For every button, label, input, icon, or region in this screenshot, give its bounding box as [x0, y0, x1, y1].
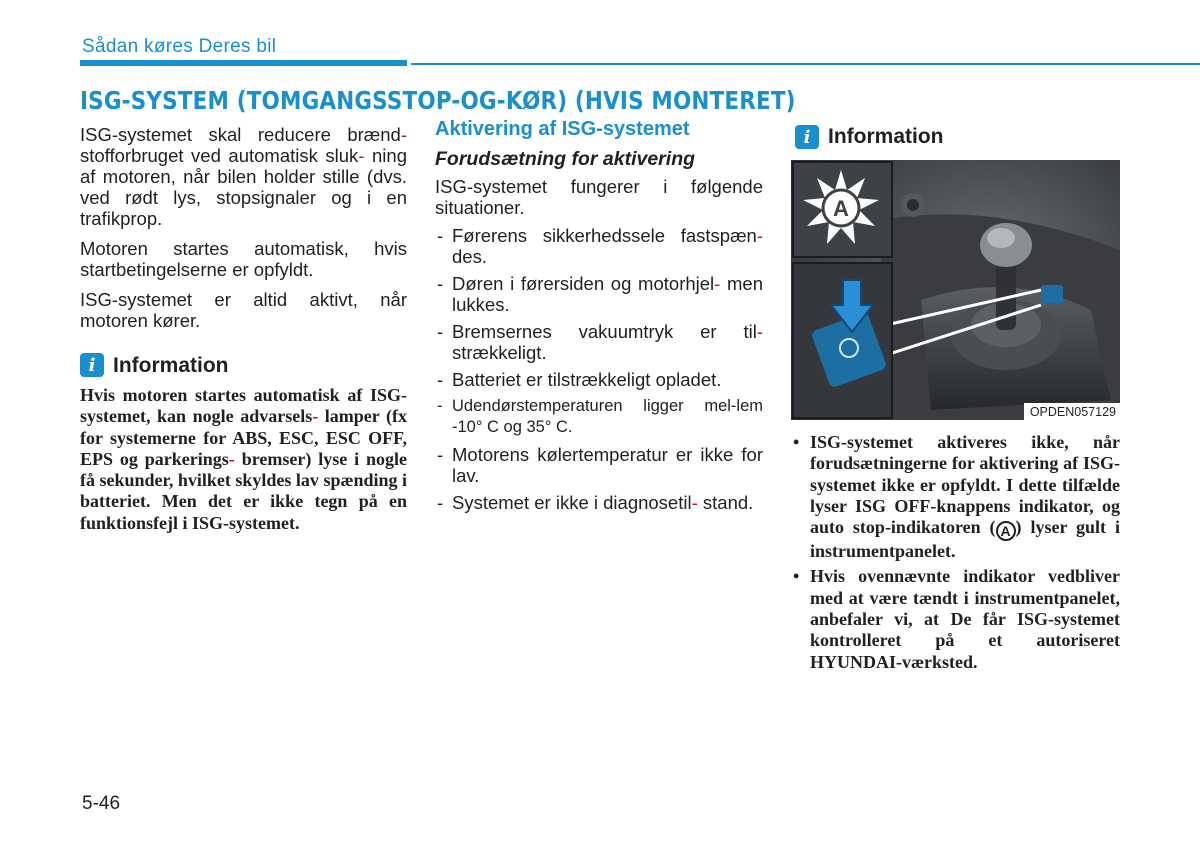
isg-button-figure	[791, 160, 1120, 420]
info-icon: i	[795, 125, 819, 149]
precondition-subheading: Forudsætning for aktivering	[435, 148, 696, 170]
activation-heading: Aktivering af ISG-systemet	[435, 118, 690, 140]
info-label: Information	[828, 125, 944, 148]
list-item: - Motorens kølertemperatur er ikke for lav.	[435, 444, 763, 486]
list-item: - Batteriet er tilstrækkeligt opladet.	[435, 369, 763, 390]
paragraph-purpose: ISG-systemet skal reducere brænd- stofforbruget ved automatisk sluk- ning af motoren, når bilen holder stille (dvs. ved rødt lys, stopsignaler og i en trafikprop.	[80, 124, 407, 229]
conditions-list	[435, 225, 763, 513]
list-item: - Døren i førersiden og motorhjel- men lukkes.	[435, 273, 763, 315]
page-number: 5-46	[82, 793, 121, 814]
section-title: ISG-SYSTEM (TOMGANGSSTOP-OG-KØR) (HVIS MONTERET)	[80, 86, 796, 115]
info-header-right	[795, 125, 944, 149]
svg-text:A: A	[833, 196, 849, 221]
console-illustration	[791, 160, 1120, 420]
column-3-notes	[791, 432, 1120, 677]
paragraph-always-active: ISG-systemet er altid aktivt, når motoren kører.	[80, 289, 407, 331]
running-header: Sådan køres Deres bil	[82, 36, 277, 57]
list-item: - Udendørstemperaturen ligger mel-lem -10° C og 35° C.	[435, 396, 763, 438]
list-item: - Systemet er ikke i diagnosetil- stand.	[435, 492, 763, 513]
paragraph-autostart: Motoren startes automatisk, hvis startbetingelserne er opfyldt.	[80, 238, 407, 280]
info-label: Information	[113, 353, 229, 377]
list-item: • Hvis ovennævnte indikator vedbliver med at være tændt i instrumentpanelet, anbefaler vi, at De får ISG-systemet kontrolleret på et autoriseret HYUNDAI-værksted.	[791, 566, 1120, 672]
notes-list	[791, 432, 1120, 673]
column-2	[435, 119, 763, 519]
header-rule-thin	[411, 63, 1200, 65]
list-item: - Førerens sikkerhedssele fastspæn- des.	[435, 225, 763, 267]
column-1	[80, 124, 407, 543]
conditions-intro: ISG-systemet fungerer i følgende situationer.	[435, 176, 763, 218]
header-rule-thick	[80, 60, 407, 66]
info-icon: i	[80, 353, 104, 377]
figure-caption: OPDEN057129	[1024, 403, 1120, 420]
list-item: - Bremsernes vakuumtryk er til- strækkeligt.	[435, 321, 763, 363]
info-text: Hvis motoren startes automatisk af ISG-systemet, kan nogle advarsels- lamper (fx for systemerne for ABS, ESC, ESC OFF, EPS og parkerings- bremser) lyse i nogle få sekunder, hvilket skyldes lav spænding i batteriet. Men det er ikke tegn på en funktionsfejl i ISG-systemet.	[80, 385, 407, 533]
auto-stop-indicator-icon: A	[996, 521, 1016, 541]
info-header	[80, 353, 407, 377]
list-item: • ISG-systemet aktiveres ikke, når forudsætningerne for aktivering af ISG-systemet ikke er opfyldt. I dette tilfælde lyser ISG OFF-knappens indikator, og auto stop-indikatoren ( A ) lyser gult i instrumentpanelet.	[791, 432, 1120, 562]
